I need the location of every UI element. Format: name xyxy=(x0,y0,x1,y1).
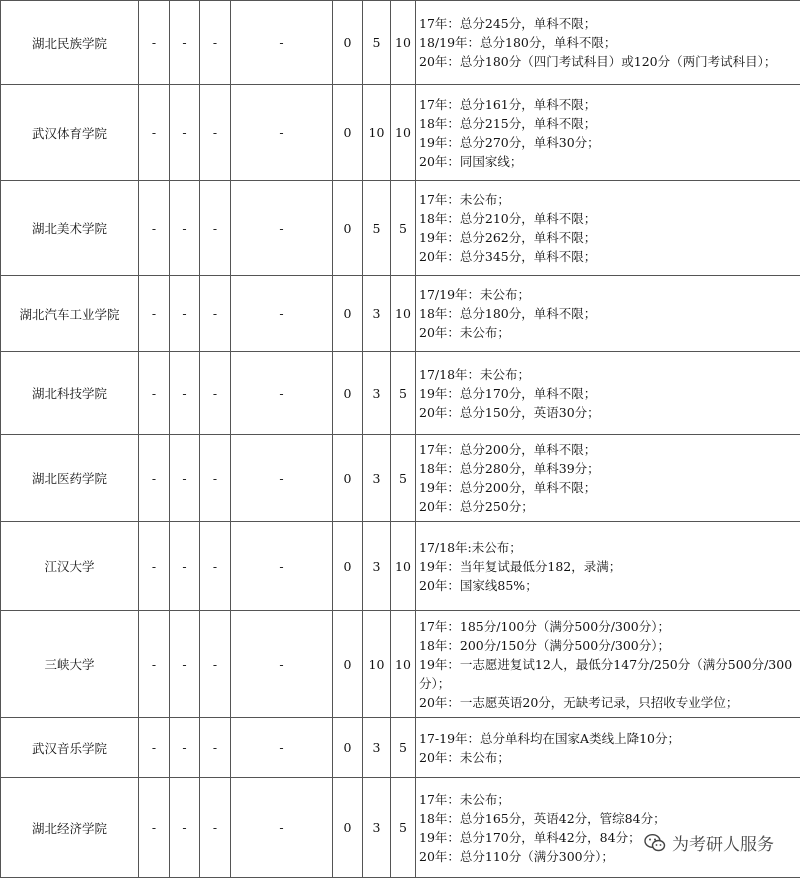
school-name-cell: 湖北汽车工业学院 xyxy=(1,276,139,352)
note-line: 17/18年:未公布； xyxy=(419,538,798,557)
count-cell: 10 xyxy=(363,611,391,718)
dash-cell: - xyxy=(200,276,231,352)
note-line: 20年：未公布； xyxy=(419,323,798,342)
count-cell: 10 xyxy=(391,85,416,181)
dash-cell: - xyxy=(231,352,333,435)
table-row xyxy=(1,1,800,85)
count-cell: 0 xyxy=(333,181,363,276)
dash-cell: - xyxy=(231,276,333,352)
dash-cell: - xyxy=(170,181,200,276)
dash-cell: - xyxy=(200,1,231,85)
dash-cell: - xyxy=(231,611,333,718)
table-row xyxy=(1,435,800,522)
notes-cell xyxy=(416,435,800,522)
dash-cell: - xyxy=(139,85,170,181)
dash-cell: - xyxy=(231,181,333,276)
dash-cell: - xyxy=(200,778,231,878)
note-line: 17年：未公布； xyxy=(419,190,798,209)
count-cell: 5 xyxy=(363,1,391,85)
dash-cell: - xyxy=(139,181,170,276)
notes-cell xyxy=(416,352,800,435)
dash-cell: - xyxy=(170,435,200,522)
table-row xyxy=(1,522,800,611)
count-cell: 10 xyxy=(391,1,416,85)
note-line: 20年：同国家线； xyxy=(419,152,798,171)
dash-cell: - xyxy=(170,778,200,878)
note-line: 19年：总分170分，单科不限； xyxy=(419,384,798,403)
school-name-cell: 武汉体育学院 xyxy=(1,85,139,181)
count-cell: 3 xyxy=(363,276,391,352)
dash-cell: - xyxy=(139,778,170,878)
school-name-cell: 湖北医药学院 xyxy=(1,435,139,522)
count-cell: 0 xyxy=(333,276,363,352)
count-cell: 0 xyxy=(333,718,363,778)
count-cell: 3 xyxy=(363,718,391,778)
table-row xyxy=(1,718,800,778)
count-cell: 3 xyxy=(363,522,391,611)
school-name-cell: 湖北民族学院 xyxy=(1,1,139,85)
dash-cell: - xyxy=(139,276,170,352)
table-row xyxy=(1,276,800,352)
dash-cell: - xyxy=(139,435,170,522)
dash-cell: - xyxy=(139,611,170,718)
count-cell: 10 xyxy=(391,611,416,718)
notes-cell xyxy=(416,778,800,878)
note-line: 17/19年：未公布； xyxy=(419,285,798,304)
dash-cell: - xyxy=(170,352,200,435)
note-line: 17/18年：未公布； xyxy=(419,365,798,384)
count-cell: 5 xyxy=(391,352,416,435)
count-cell: 5 xyxy=(391,435,416,522)
note-line: 20年：总分250分； xyxy=(419,497,798,516)
table-row xyxy=(1,85,800,181)
dash-cell: - xyxy=(200,181,231,276)
count-cell: 0 xyxy=(333,522,363,611)
school-name-cell: 江汉大学 xyxy=(1,522,139,611)
dash-cell: - xyxy=(170,611,200,718)
note-line: 18年：200分/150分（满分500分/300分）； xyxy=(419,636,798,655)
note-line: 18年：总分180分，单科不限； xyxy=(419,304,798,323)
count-cell: 5 xyxy=(391,181,416,276)
dash-cell: - xyxy=(231,522,333,611)
dash-cell: - xyxy=(231,435,333,522)
count-cell: 3 xyxy=(363,352,391,435)
note-line: 18/19年：总分180分，单科不限； xyxy=(419,33,798,52)
notes-cell xyxy=(416,181,800,276)
dash-cell: - xyxy=(170,276,200,352)
school-name-cell: 湖北美术学院 xyxy=(1,181,139,276)
notes-cell xyxy=(416,611,800,718)
dash-cell: - xyxy=(139,718,170,778)
dash-cell: - xyxy=(170,718,200,778)
count-cell: 0 xyxy=(333,435,363,522)
dash-cell: - xyxy=(139,1,170,85)
notes-cell xyxy=(416,522,800,611)
wechat-icon xyxy=(644,833,666,853)
dash-cell: - xyxy=(200,718,231,778)
count-cell: 5 xyxy=(391,718,416,778)
dash-cell: - xyxy=(200,522,231,611)
count-cell: 10 xyxy=(391,522,416,611)
note-line: 17年：185分/100分（满分500分/300分）； xyxy=(419,617,798,636)
note-line: 19年：一志愿进复试12人，最低分147分/250分（满分500分/300分）； xyxy=(419,655,798,693)
dash-cell: - xyxy=(231,778,333,878)
dash-cell: - xyxy=(231,718,333,778)
count-cell: 0 xyxy=(333,778,363,878)
dash-cell: - xyxy=(231,85,333,181)
dash-cell: - xyxy=(200,435,231,522)
note-line: 17年：总分245分，单科不限； xyxy=(419,14,798,33)
note-line: 19年：总分270分，单科30分； xyxy=(419,133,798,152)
count-cell: 3 xyxy=(363,435,391,522)
note-line: 18年：总分280分，单科39分； xyxy=(419,459,798,478)
count-cell: 10 xyxy=(363,85,391,181)
note-line: 20年：国家线85%； xyxy=(419,576,798,595)
dash-cell: - xyxy=(200,85,231,181)
table-row xyxy=(1,352,800,435)
dash-cell: - xyxy=(200,352,231,435)
table-row xyxy=(1,181,800,276)
notes-cell xyxy=(416,1,800,85)
count-cell: 0 xyxy=(333,85,363,181)
note-line: 20年：总分150分，英语30分； xyxy=(419,403,798,422)
table-row xyxy=(1,611,800,718)
notes-cell xyxy=(416,85,800,181)
note-line: 17年：总分161分，单科不限； xyxy=(419,95,798,114)
note-line: 20年：一志愿英语20分，无缺考记录，只招收专业学位； xyxy=(419,693,798,712)
note-line: 18年：总分165分，英语42分，管综84分； xyxy=(419,809,798,828)
dash-cell: - xyxy=(139,352,170,435)
note-line: 20年：总分345分，单科不限； xyxy=(419,247,798,266)
note-line: 20年：未公布； xyxy=(419,748,798,767)
note-line: 19年：总分200分，单科不限； xyxy=(419,478,798,497)
note-line: 17年：未公布； xyxy=(419,790,798,809)
count-cell: 5 xyxy=(391,778,416,878)
watermark-text: 为考研人服务 xyxy=(672,830,774,855)
dash-cell: - xyxy=(139,522,170,611)
note-line: 17-19年：总分单科均在国家A类线上降10分； xyxy=(419,729,798,748)
school-name-cell: 湖北经济学院 xyxy=(1,778,139,878)
note-line: 18年：总分210分，单科不限； xyxy=(419,209,798,228)
count-cell: 0 xyxy=(333,611,363,718)
count-cell: 0 xyxy=(333,1,363,85)
note-line: 19年：总分170分，单科42分，84分； xyxy=(419,828,798,847)
dash-cell: - xyxy=(200,611,231,718)
dash-cell: - xyxy=(231,1,333,85)
dash-cell: - xyxy=(170,85,200,181)
table-row xyxy=(1,778,800,878)
count-cell: 5 xyxy=(363,181,391,276)
note-line: 19年：当年复试最低分182，录满； xyxy=(419,557,798,576)
school-name-cell: 武汉音乐学院 xyxy=(1,718,139,778)
notes-cell xyxy=(416,718,800,778)
note-line: 20年：总分180分（四门考试科目）或120分（两门考试科目）； xyxy=(419,52,798,71)
note-line: 17年：总分200分，单科不限； xyxy=(419,440,798,459)
count-cell: 10 xyxy=(391,276,416,352)
count-cell: 3 xyxy=(363,778,391,878)
watermark xyxy=(644,830,774,855)
school-name-cell: 湖北科技学院 xyxy=(1,352,139,435)
note-line: 19年：总分262分，单科不限； xyxy=(419,228,798,247)
dash-cell: - xyxy=(170,522,200,611)
dash-cell: - xyxy=(170,1,200,85)
note-line: 20年：总分110分（满分300分）； xyxy=(419,847,798,866)
count-cell: 0 xyxy=(333,352,363,435)
school-name-cell: 三峡大学 xyxy=(1,611,139,718)
note-line: 18年：总分215分，单科不限； xyxy=(419,114,798,133)
notes-cell xyxy=(416,276,800,352)
